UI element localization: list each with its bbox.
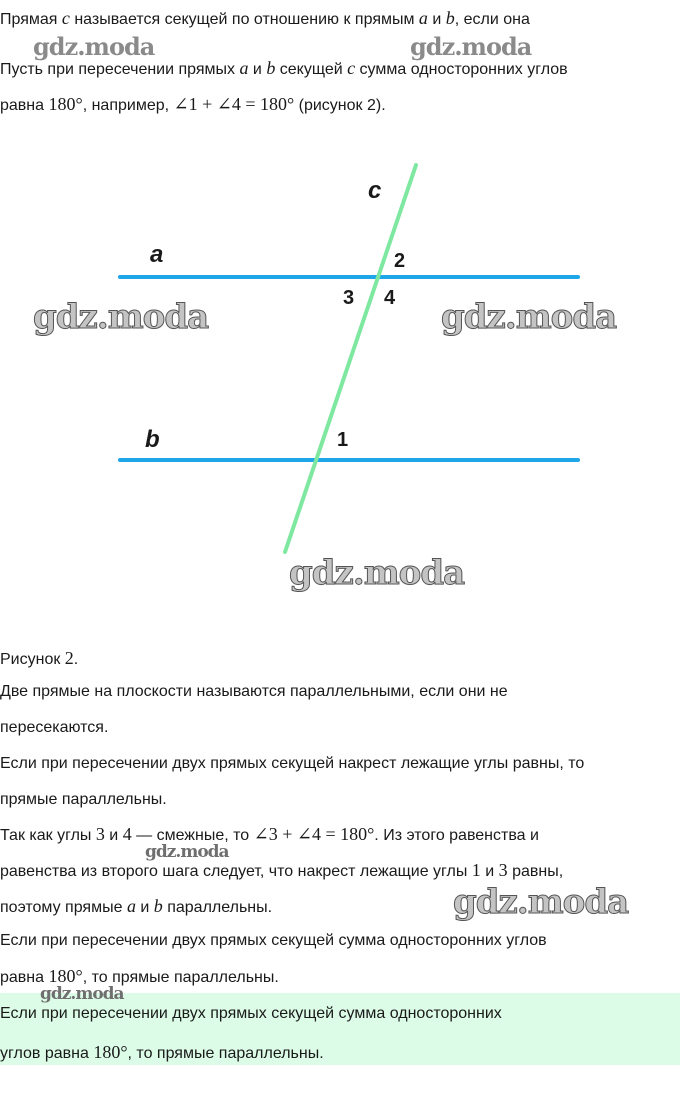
paragraph-example xyxy=(0,94,680,116)
math-c: c xyxy=(347,58,356,78)
label-a: a xyxy=(150,241,164,268)
paragraph-parallel-definition-cont: пересекаются. xyxy=(0,719,109,736)
text: равенства из второго шага следует, что накрест лежащие углы xyxy=(0,863,472,880)
watermark: gdz.moda xyxy=(453,882,629,922)
line-c-transversal xyxy=(285,165,416,552)
text: (рисунок 2). xyxy=(294,97,386,114)
math-180: 180° xyxy=(48,966,83,986)
text: и xyxy=(135,899,154,916)
math-180: 180° xyxy=(93,1042,128,1062)
text: , то прямые параллельны. xyxy=(82,969,279,986)
math-180: 180° xyxy=(48,94,83,114)
watermark: gdz.moda xyxy=(145,842,229,862)
math-a: a xyxy=(418,8,428,28)
text: равна xyxy=(0,969,49,986)
paragraph-definition-secant xyxy=(0,8,680,30)
text: — смежные, то xyxy=(131,827,254,844)
text: Прямая xyxy=(0,11,62,28)
math-b: b xyxy=(445,8,455,28)
label-angle-1: 1 xyxy=(337,429,349,451)
label-angle-3: 3 xyxy=(343,287,355,309)
figure-caption xyxy=(0,648,680,670)
paragraph-parallel-definition: Две прямые на плоскости называются параллельными, если они не xyxy=(0,683,508,700)
watermark: gdz.moda xyxy=(441,297,617,337)
text: секущей xyxy=(275,61,348,78)
text: поэтому прямые xyxy=(0,899,127,916)
text: и xyxy=(248,61,267,78)
text: , если она xyxy=(454,11,530,28)
text: Так как углы xyxy=(0,827,96,844)
paragraph-suppose xyxy=(0,58,680,80)
math-3: 3 xyxy=(498,860,508,880)
answer-line-1: Если при пересечении двух прямых секущей сумма односторонних xyxy=(0,1005,502,1022)
watermark: gdz.moda xyxy=(33,32,155,61)
label-c: c xyxy=(368,177,382,204)
text: . xyxy=(73,651,79,668)
watermark: gdz.moda xyxy=(289,553,465,593)
answer-line-2 xyxy=(0,1042,680,1064)
watermark: gdz.moda xyxy=(40,984,124,1004)
paragraph-adjacent-angles xyxy=(0,824,680,846)
watermark: gdz.moda xyxy=(33,297,209,337)
math-a: a xyxy=(126,896,136,916)
math-a: a xyxy=(239,58,249,78)
text: равны, xyxy=(507,863,564,880)
label-angle-4: 4 xyxy=(384,287,396,309)
text: называется секущей по отношению к прямым xyxy=(69,11,419,28)
math-angle-sum: ∠3 + ∠4 = 180° xyxy=(253,824,375,844)
text: сумма односторонних углов xyxy=(355,61,568,78)
text: и xyxy=(427,11,446,28)
label-angle-2: 2 xyxy=(394,250,406,272)
math-b: b xyxy=(153,896,163,916)
watermark: gdz.moda xyxy=(410,32,532,61)
paragraph-alternate-angles-cont: прямые параллельны. xyxy=(0,791,167,808)
text: . Из этого равенства и xyxy=(374,827,539,844)
figure-parallel-lines-transversal xyxy=(0,150,680,600)
text: , то прямые параллельны. xyxy=(127,1045,324,1062)
paragraph-alternate-angles: Если при пересечении двух прямых секущей накрест лежащие углы равны, то xyxy=(0,755,585,772)
math-4: 4 xyxy=(122,824,132,844)
math-c: c xyxy=(61,8,70,28)
text: Рисунок xyxy=(0,651,65,668)
text: и xyxy=(104,827,123,844)
text: и xyxy=(480,863,499,880)
paragraph-conclusion xyxy=(0,860,680,882)
math-b: b xyxy=(266,58,276,78)
text: углов равна xyxy=(0,1045,94,1062)
text: Пусть при пересечении прямых xyxy=(0,61,240,78)
math-angle-sum: ∠1 + ∠4 = 180° xyxy=(173,94,295,114)
label-b: b xyxy=(145,426,160,453)
text: параллельны. xyxy=(162,899,273,916)
text: равна xyxy=(0,97,49,114)
text: , например, xyxy=(82,97,174,114)
paragraph-theorem: Если при пересечении двух прямых секущей сумма односторонних углов xyxy=(0,932,547,949)
math-3: 3 xyxy=(95,824,105,844)
math-1: 1 xyxy=(471,860,481,880)
math-2: 2 xyxy=(64,648,74,668)
